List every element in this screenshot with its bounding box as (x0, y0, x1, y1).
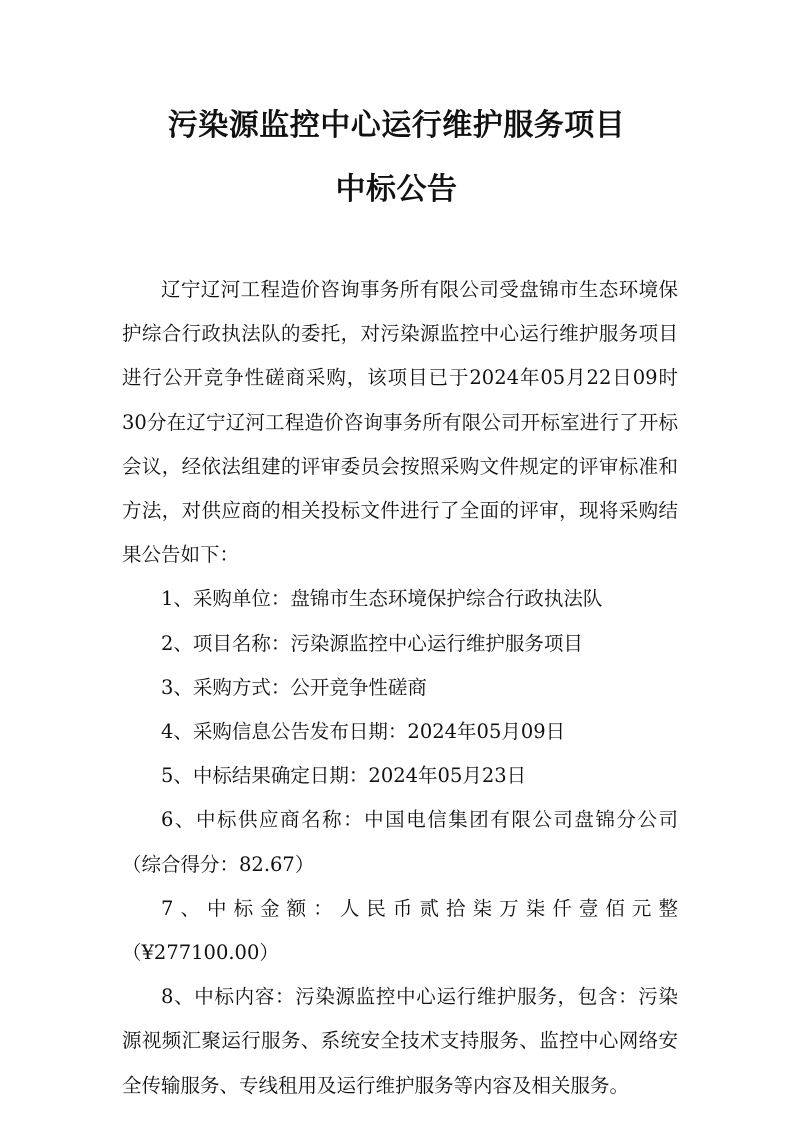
document-body (122, 268, 678, 1108)
intro-paragraph: 辽宁辽河工程造价咨询事务所有限公司受盘锦市生态环境保护综合行政执法队的委托，对污染源监控中心运行维护服务项目进行公开竞争性磋商采购，该项目已于2024年05月22日09时30分在辽宁辽河工程造价咨询事务所有限公司开标室进行了开标会议，经依法组建的评审委员会按照采购文件规定的评审标准和方法，对供应商的相关投标文件进行了全面的评审，现将采购结果公告如下： (122, 278, 678, 567)
item-value: 人民币贰拾柒万柒仟壹佰元整（¥277100.00） (122, 896, 678, 965)
item-label: 3、采购方式： (161, 675, 291, 699)
item-label: 2、项目名称： (161, 631, 291, 655)
item-label: 5、中标结果确定日期： (161, 764, 369, 788)
item-label: 8、中标内容： (161, 985, 296, 1009)
list-item (122, 754, 678, 798)
list-item (122, 622, 678, 666)
list-item (122, 710, 678, 754)
document-subtitle: 中标公告 (335, 172, 458, 207)
item-value: 污染源监控中心运行维护服务项目 (290, 631, 583, 655)
list-item (122, 798, 678, 886)
list-item (122, 666, 678, 710)
item-value: 2024年05月09日 (407, 720, 566, 744)
list-item (122, 887, 678, 975)
item-label: 6、中标供应商名称： (161, 808, 365, 832)
item-label: 1、采购单位： (161, 587, 291, 611)
item-label: 7、中标金额： (161, 896, 340, 920)
item-value: 2024年05月23日 (368, 764, 527, 788)
item-value: 中国电信集团有限公司盘锦分公司（综合得分：82.67） (122, 808, 678, 876)
item-value: 盘锦市生态环境保护综合行政执法队 (290, 587, 603, 611)
list-item (122, 975, 678, 1108)
item-value: 公开竞争性磋商 (290, 675, 427, 699)
list-item (122, 577, 678, 621)
document-title: 污染源监控中心运行维护服务项目 (167, 108, 626, 143)
item-label: 4、采购信息公告发布日期： (161, 720, 408, 744)
item-value: 污染源监控中心运行维护服务，包含：污染源视频汇聚运行服务、系统安全技术支持服务、监控中心网络安全传输服务、专线租用及运行维护服务等内容及相关服务。 (122, 985, 678, 1097)
